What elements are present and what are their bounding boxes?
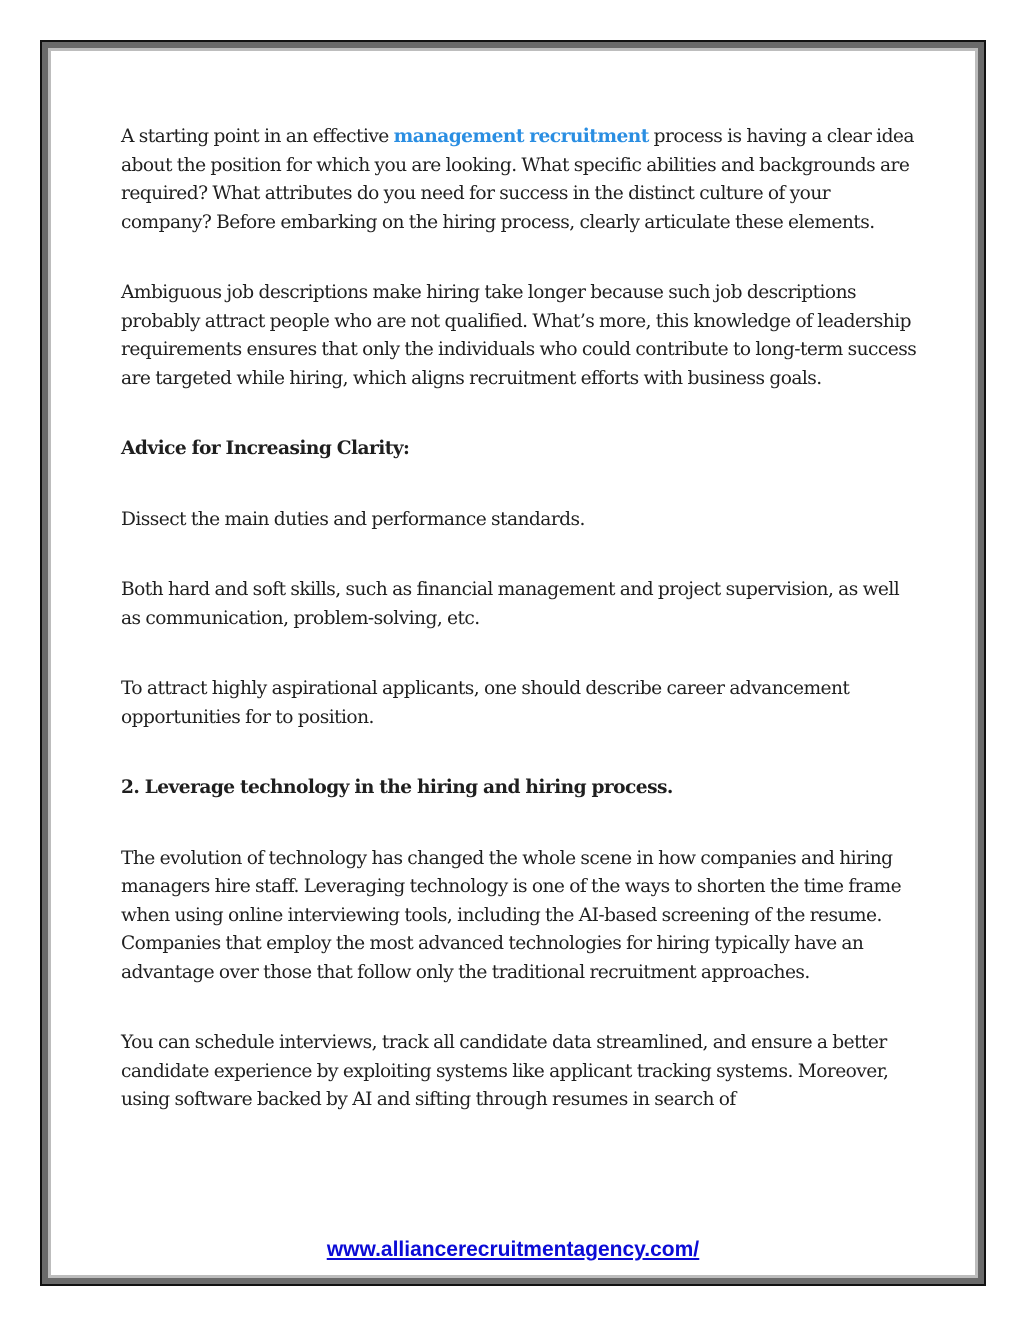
footer (51, 1238, 975, 1262)
intro-text-start: A starting point in an effective (121, 126, 394, 147)
advice-heading: Advice for Increasing Clarity: (121, 438, 410, 459)
tip-paragraph: Dissect the main duties and performance standards. (121, 508, 585, 530)
tip-paragraph: To attract highly aspirational applicants, one should describe career advancement opportunities for to position. (121, 678, 850, 728)
section-2-heading: 2. Leverage technology in the hiring and hiring process. (121, 777, 673, 798)
ats-paragraph: You can schedule interviews, track all candidate data streamlined, and ensure a better candidate experience by exploiting systems like applicant tracking systems. Moreover, using software backed by AI and sifting through resumes in search of (121, 1032, 889, 1110)
page (48, 48, 978, 1278)
page-frame (40, 40, 986, 1286)
intro-paragraph (121, 123, 921, 237)
ambiguity-paragraph: Ambiguous job descriptions make hiring take longer because such job descriptions probably attract people who are not qualified. What’s more, this knowledge of leadership requirements ensures that only the individuals who could contribute to long-term success are targeted while hiring, which aligns recruitment efforts with business goals. (121, 282, 917, 389)
tip-paragraph: Both hard and soft skills, such as financial management and project supervision, as well as communication, problem-solving, etc. (121, 579, 900, 629)
document-body (121, 123, 921, 1115)
website-link[interactable]: www.alliancerecruitmentagency.com/ (326, 1238, 700, 1261)
intro-text-end: process is having a clear idea about the position for which you are looking. What specific abilities and backgrounds are required? What attributes do you need for success in the distinct culture of your company? Before embarking on the hiring process, clearly articulate these elements. (121, 126, 914, 233)
management-recruitment-link[interactable]: management recruitment (393, 126, 649, 147)
technology-paragraph: The evolution of technology has changed the whole scene in how companies and hiring managers hire staff. Leveraging technology is one of the ways to shorten the time frame when using online interviewing tools, including the AI-based screening of the resume. Companies that employ the most advanced technologies for hiring typically have an advantage over those that follow only the traditional recruitment approaches. (121, 847, 902, 983)
